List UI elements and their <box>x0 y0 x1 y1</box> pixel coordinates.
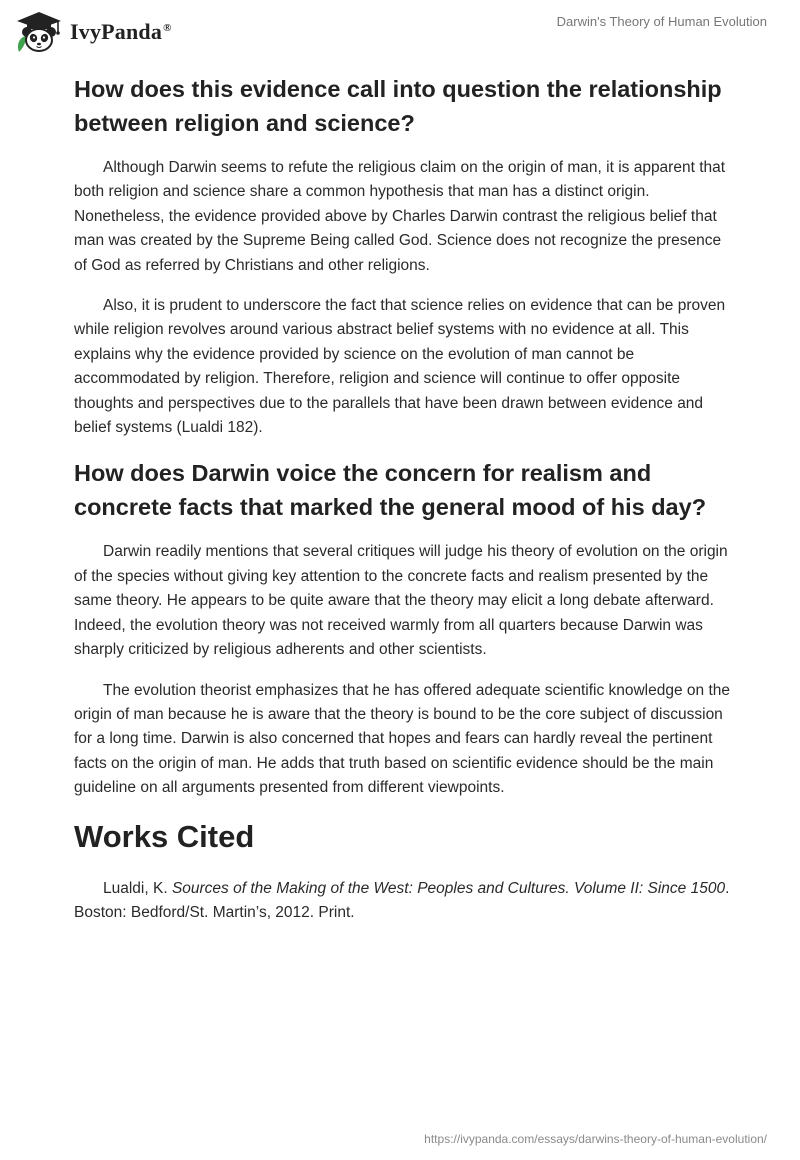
logo[interactable] <box>14 10 172 54</box>
logo-text: IvyPanda® <box>70 19 172 44</box>
paragraph: Also, it is prudent to underscore the fact that science relies on evidence that can be proven while religion revolves around various abstract belief systems with no evidence at all. This explains why the evidence provided by science on the evolution of man cannot be accommodated by religion. Therefore, religion and science will continue to offer opposite thoughts and perspectives due to the parallels that have been drawn between evidence and belief systems (Lualdi 182). <box>74 297 726 437</box>
works-cited-heading: Works Cited <box>74 818 255 854</box>
section-heading: How does this evidence call into question the relationship between religion and science? <box>74 76 722 136</box>
essay-body <box>74 72 730 941</box>
citation-author: Lualdi, K. <box>103 879 172 897</box>
citation-title: Sources of the Making of the West: Peoples and Cultures. Volume II: Since 1500 <box>171 879 726 897</box>
citation-entry <box>74 877 730 926</box>
source-url[interactable]: https://ivypanda.com/essays/darwins-theory-of-human-evolution/ <box>424 1132 767 1146</box>
paragraph: Although Darwin seems to refute the religious claim on the origin of man, it is apparent that both religion and science share a common hypothesis that man has a distinct origin. Nonetheless, the evidence provided above by Charles Darwin contrast the religious belief that man was created by the Supreme Being called God. Science does not recognize the presence of God as referred by Christians and other religions. <box>74 159 726 274</box>
document-title: Darwin's Theory of Human Evolution <box>556 14 767 29</box>
page-header <box>0 0 800 64</box>
citation-details: . Boston: Bedford/St. Martin’s, 2012. Print. <box>74 879 730 921</box>
panda-graduate-icon <box>14 10 64 54</box>
section-heading: How does Darwin voice the concern for realism and concrete facts that marked the general mood of his day? <box>74 460 707 521</box>
paragraph: Darwin readily mentions that several critiques will judge his theory of evolution on the origin of the species without giving key attention to the concrete facts and realism presented by the same theory. He appears to be quite aware that the theory may elicit a long debate afterward. Indeed, the evolution theory was not received warmly from all quarters because Darwin was sharply criticized by religious adherents and other scientists. <box>74 543 728 659</box>
paragraph: The evolution theorist emphasizes that he has offered adequate scientific knowledge on the origin of man because he is aware that the theory is bound to be the core subject of discussion for a long time. Darwin is also concerned that hopes and fears can hardly reveal the pertinent facts on the origin of man. He adds that truth based on scientific evidence should be the main guideline on all arguments presented from different viewpoints. <box>74 681 731 797</box>
